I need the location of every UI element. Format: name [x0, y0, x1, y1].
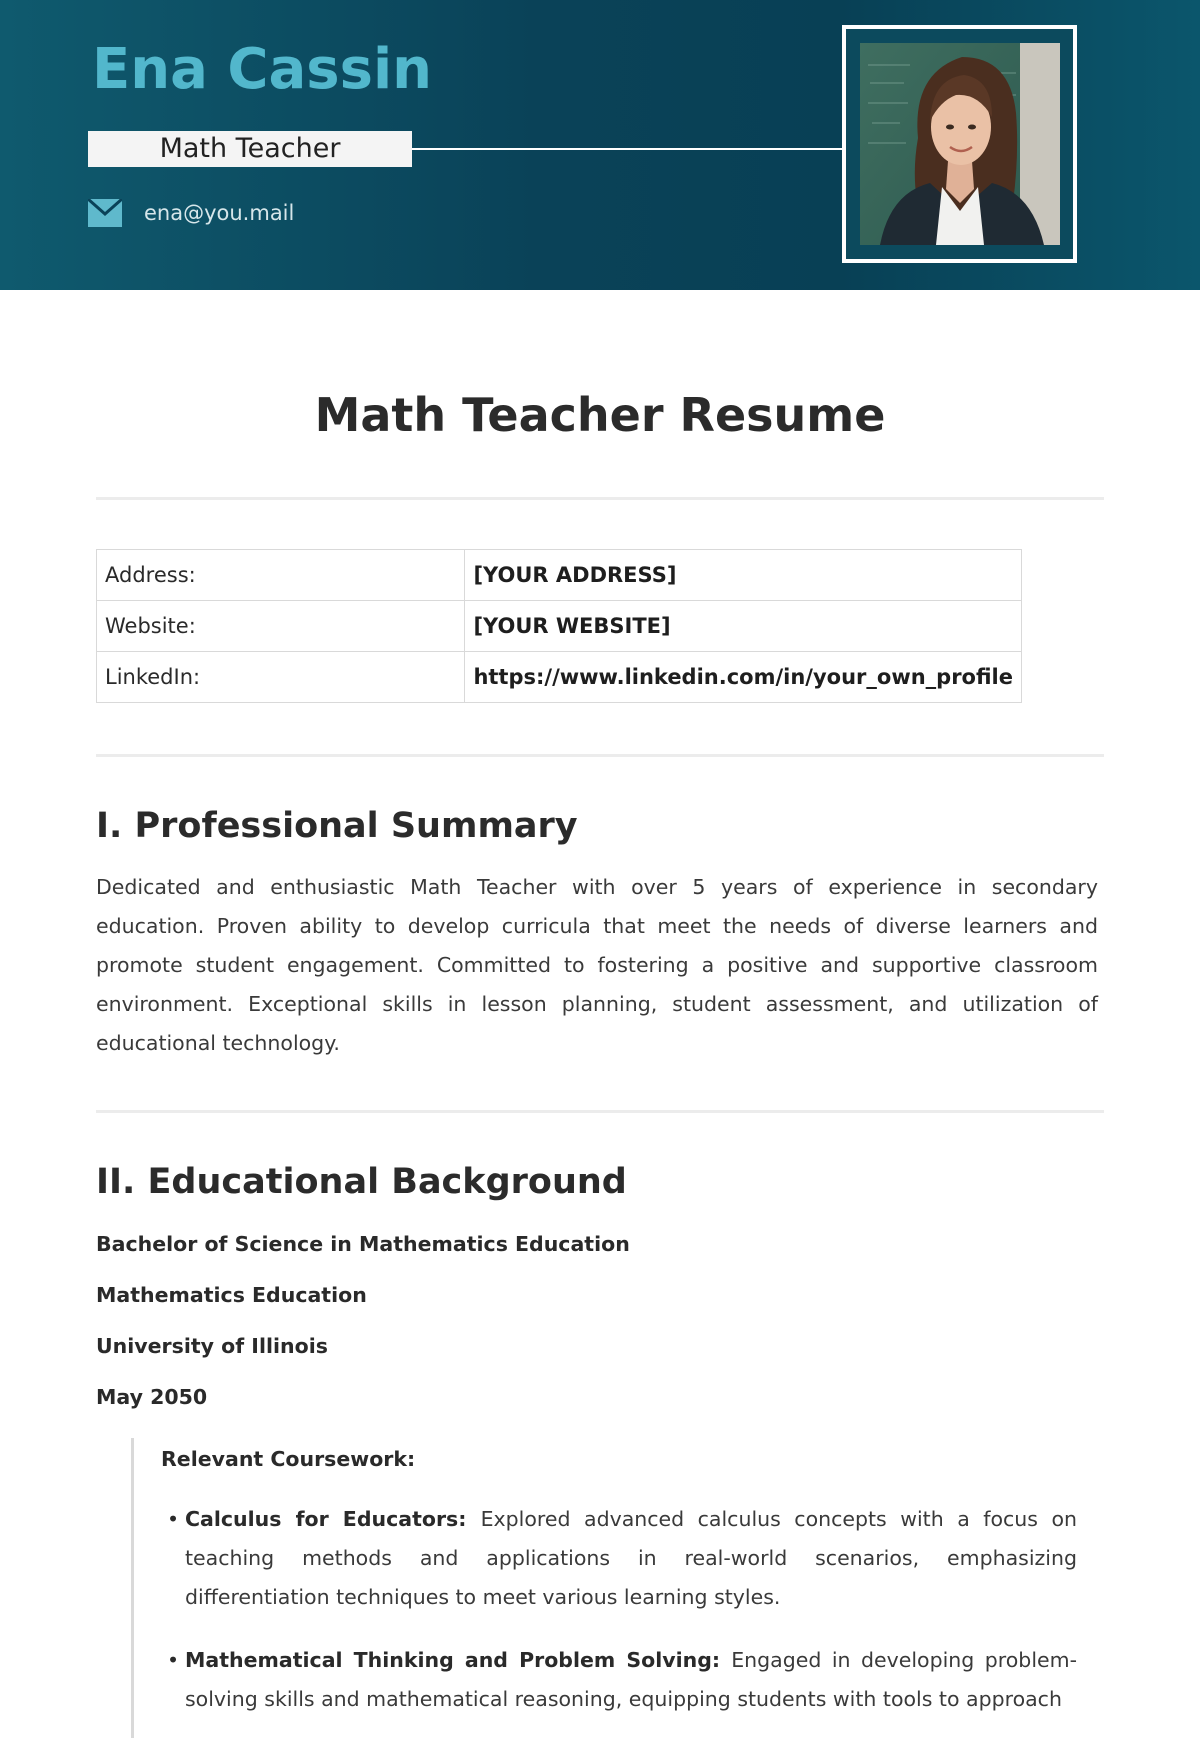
- header-banner: [0, 0, 1200, 290]
- summary-heading: I. Professional Summary: [96, 806, 578, 846]
- bullet-icon: •: [167, 1507, 180, 1531]
- course-description: Engaged in developing problem-solving skills and mathematical reasoning, equipping students with tools to approach: [185, 1648, 1077, 1711]
- website-label: Website:: [97, 601, 465, 652]
- course-name: Calculus for Educators:: [185, 1507, 481, 1531]
- course-name: Mathematical Thinking and Problem Solving:: [185, 1648, 732, 1672]
- list-item: [161, 1500, 1077, 1617]
- course-list: [161, 1500, 1077, 1743]
- degree-name: Bachelor of Science in Mathematics Education: [96, 1232, 630, 1256]
- table-row: [97, 652, 1022, 703]
- bullet-icon: •: [167, 1648, 180, 1672]
- divider-line: [412, 148, 842, 150]
- field-of-study: Mathematics Education: [96, 1283, 367, 1307]
- course-description: Explored advanced calculus concepts with a focus on teaching methods and applications in real-world scenarios, emphasizing differentiation techniques to meet various learning styles.: [185, 1507, 1077, 1609]
- address-label: Address:: [97, 550, 465, 601]
- candidate-name: Ena Cassin: [92, 37, 433, 102]
- table-row: [97, 550, 1022, 601]
- website-value[interactable]: [YOUR WEBSITE]: [465, 601, 1022, 652]
- coursework-block: [131, 1438, 1094, 1738]
- coursework-title: Relevant Coursework:: [161, 1447, 416, 1471]
- section-divider: [96, 497, 1104, 500]
- document-title: Math Teacher Resume: [314, 388, 886, 442]
- linkedin-label: LinkedIn:: [97, 652, 465, 703]
- table-row: [97, 601, 1022, 652]
- linkedin-value[interactable]: https://www.linkedin.com/in/your_own_profile: [465, 652, 1022, 703]
- list-item: [161, 1641, 1077, 1719]
- school-name: University of Illinois: [96, 1334, 328, 1358]
- address-value: [YOUR ADDRESS]: [465, 550, 1022, 601]
- job-title-label: Math Teacher: [88, 131, 412, 167]
- contact-table: [96, 549, 1022, 703]
- education-heading: II. Educational Background: [96, 1162, 627, 1202]
- section-divider: [96, 1110, 1104, 1113]
- envelope-icon: [88, 199, 122, 227]
- graduation-date: May 2050: [96, 1385, 208, 1409]
- email-address[interactable]: ena@you.mail: [144, 201, 295, 225]
- section-divider: [96, 754, 1104, 757]
- portrait-photo: [860, 43, 1060, 245]
- profile-photo-frame: [842, 25, 1077, 263]
- summary-paragraph: Dedicated and enthusiastic Math Teacher with over 5 years of experience in secondary education. Proven ability to develop curricula that meet the needs of diverse learners and promote student engagement. Committed to fostering a positive and supportive classroom environment. Exceptional skills in lesson planning, student assessment, and utilization of educational technology.: [96, 875, 1098, 1055]
